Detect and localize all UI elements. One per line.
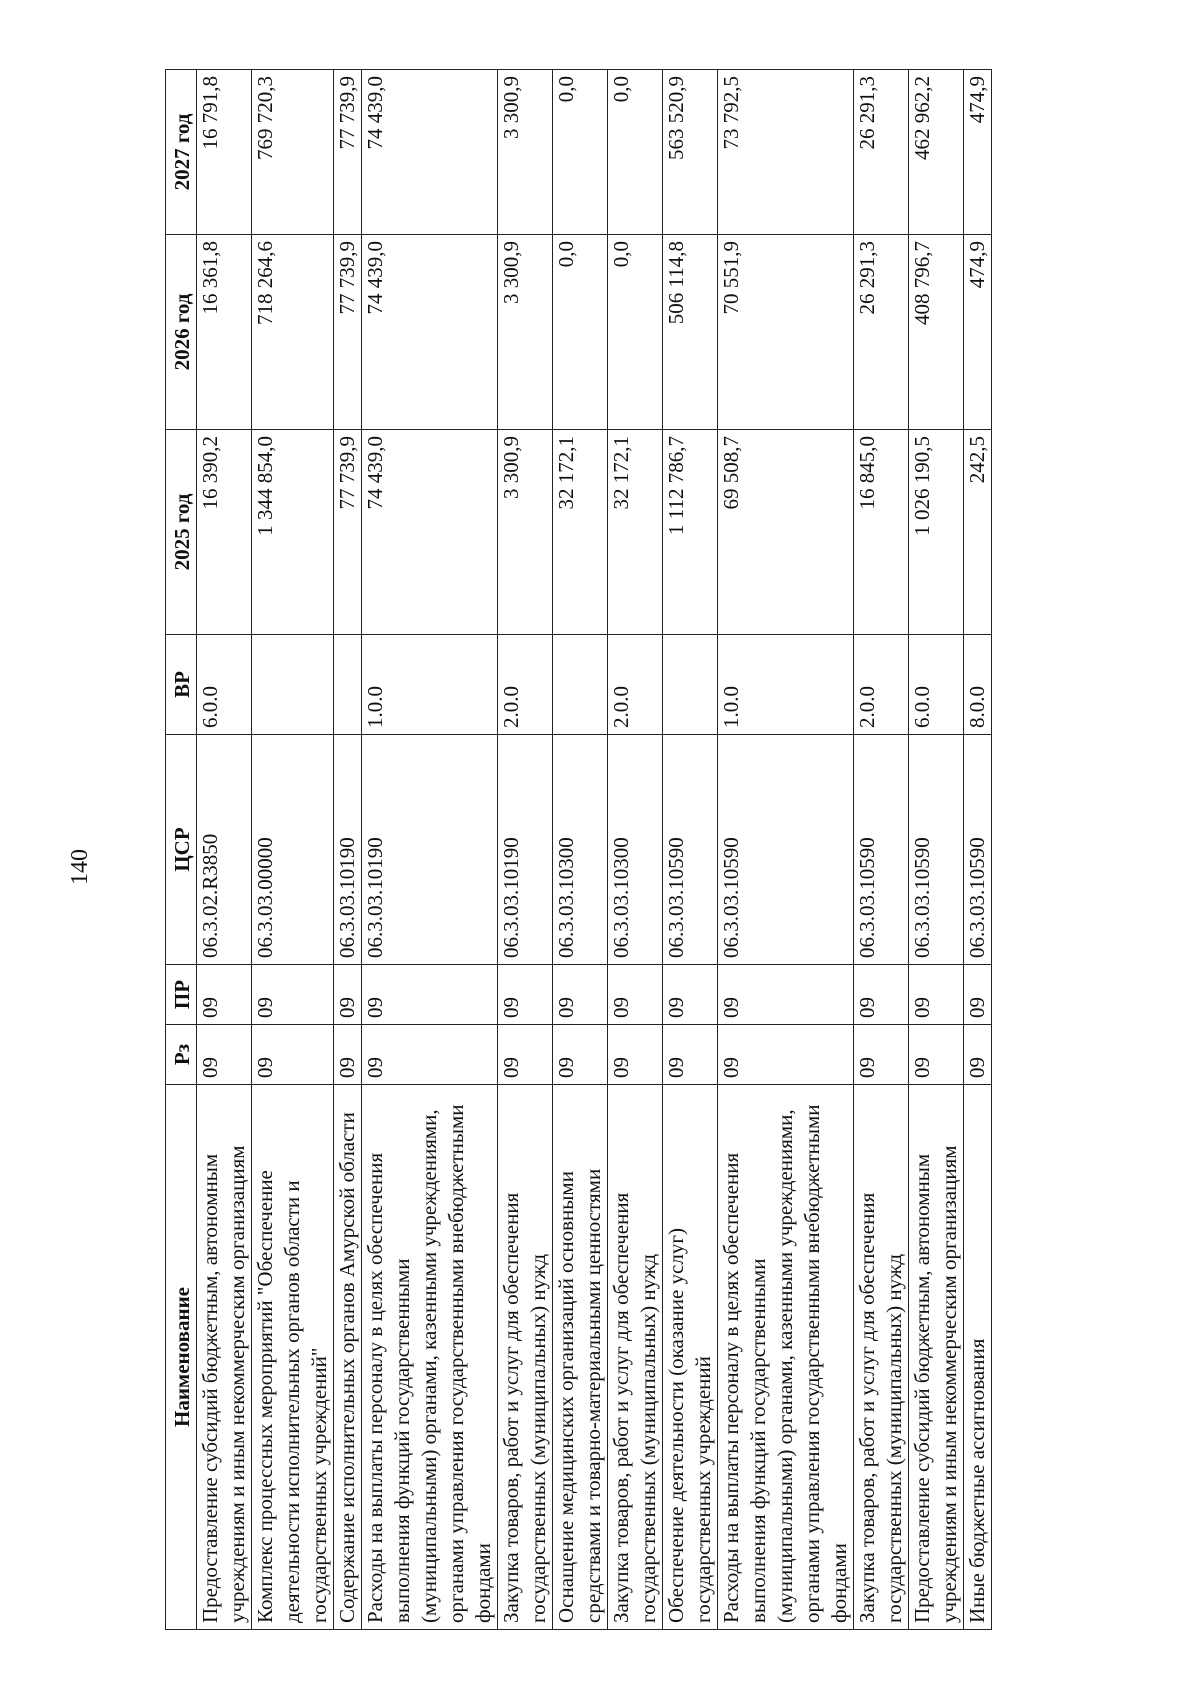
row-2026: 74 439,0 — [362, 235, 498, 430]
row-2027: 0,0 — [608, 70, 663, 235]
row-name: Содержание исполнительных органов Амурской области — [334, 1085, 362, 1630]
row-vr: 1.0.0 — [718, 635, 854, 735]
row-name: Предоставление субсидий бюджетным, автономным учреждениям и иным некоммерческим организациям — [197, 1085, 252, 1630]
row-2025: 1 112 786,7 — [663, 430, 718, 635]
row-2025: 1 026 190,5 — [909, 430, 964, 635]
header-2025: 2025 год — [166, 430, 197, 635]
table-row — [362, 70, 498, 1630]
row-2026: 408 796,7 — [909, 235, 964, 430]
table-row — [663, 70, 718, 1630]
row-csr: 06.3.03.10590 — [909, 735, 964, 965]
row-2027: 16 791,8 — [197, 70, 252, 235]
row-rz: 09 — [964, 1025, 992, 1085]
header-rz: Рз — [166, 1025, 197, 1085]
row-vr — [252, 635, 334, 735]
row-name: Закупка товаров, работ и услуг для обеспечения государственных (муниципальных) нужд — [608, 1085, 663, 1630]
row-2026: 16 361,8 — [197, 235, 252, 430]
header-name: Наименование — [166, 1085, 197, 1630]
row-2025: 16 390,2 — [197, 430, 252, 635]
row-2026: 70 551,9 — [718, 235, 854, 430]
row-2027: 74 439,0 — [362, 70, 498, 235]
row-vr: 6.0.0 — [909, 635, 964, 735]
row-2027: 3 300,9 — [498, 70, 553, 235]
budget-table — [165, 69, 992, 1630]
table-header-row — [166, 70, 197, 1630]
row-pr: 09 — [608, 965, 663, 1025]
row-name: Закупка товаров, работ и услуг для обеспечения государственных (муниципальных) нужд — [498, 1085, 553, 1630]
row-pr: 09 — [854, 965, 909, 1025]
row-pr: 09 — [663, 965, 718, 1025]
row-vr: 2.0.0 — [498, 635, 553, 735]
row-2025: 3 300,9 — [498, 430, 553, 635]
row-rz: 09 — [854, 1025, 909, 1085]
row-2026: 718 264,6 — [252, 235, 334, 430]
row-2026: 3 300,9 — [498, 235, 553, 430]
row-csr: 06.3.03.00000 — [252, 735, 334, 965]
row-vr: 8.0.0 — [964, 635, 992, 735]
row-2027: 0,0 — [553, 70, 608, 235]
row-rz: 09 — [197, 1025, 252, 1085]
row-2026: 77 739,9 — [334, 235, 362, 430]
row-2025: 32 172,1 — [608, 430, 663, 635]
row-csr: 06.3.02.R3850 — [197, 735, 252, 965]
row-name: Иные бюджетные ассигнования — [964, 1085, 992, 1630]
row-2026: 26 291,3 — [854, 235, 909, 430]
row-rz: 09 — [608, 1025, 663, 1085]
row-2025: 32 172,1 — [553, 430, 608, 635]
row-vr — [334, 635, 362, 735]
row-2025: 77 739,9 — [334, 430, 362, 635]
table-row — [252, 70, 334, 1630]
row-2025: 74 439,0 — [362, 430, 498, 635]
row-pr: 09 — [964, 965, 992, 1025]
row-csr: 06.3.03.10590 — [663, 735, 718, 965]
row-rz: 09 — [362, 1025, 498, 1085]
row-vr: 1.0.0 — [362, 635, 498, 735]
row-2025: 1 344 854,0 — [252, 430, 334, 635]
row-rz: 09 — [663, 1025, 718, 1085]
row-pr: 09 — [498, 965, 553, 1025]
row-2027: 73 792,5 — [718, 70, 854, 235]
table-row — [608, 70, 663, 1630]
row-2027: 77 739,9 — [334, 70, 362, 235]
row-2026: 0,0 — [608, 235, 663, 430]
page-number: 140 — [67, 849, 93, 885]
row-rz: 09 — [252, 1025, 334, 1085]
header-csr: ЦСР — [166, 735, 197, 965]
row-csr: 06.3.03.10300 — [553, 735, 608, 965]
row-rz: 09 — [909, 1025, 964, 1085]
table-row — [498, 70, 553, 1630]
row-2025: 242,5 — [964, 430, 992, 635]
table-row — [854, 70, 909, 1630]
row-2026: 474,9 — [964, 235, 992, 430]
row-2025: 69 508,7 — [718, 430, 854, 635]
row-csr: 06.3.03.10590 — [718, 735, 854, 965]
row-csr: 06.3.03.10190 — [362, 735, 498, 965]
row-csr: 06.3.03.10590 — [854, 735, 909, 965]
row-csr: 06.3.03.10190 — [498, 735, 553, 965]
header-2026: 2026 год — [166, 235, 197, 430]
row-name: Комплекс процессных мероприятий "Обеспечение деятельности исполнительных органов области и государственных учреждений" — [252, 1085, 334, 1630]
table-row — [197, 70, 252, 1630]
row-2027: 769 720,3 — [252, 70, 334, 235]
table-row — [334, 70, 362, 1630]
row-pr: 09 — [553, 965, 608, 1025]
row-pr: 09 — [197, 965, 252, 1025]
row-2027: 462 962,2 — [909, 70, 964, 235]
row-pr: 09 — [334, 965, 362, 1025]
row-2027: 563 520,9 — [663, 70, 718, 235]
row-pr: 09 — [718, 965, 854, 1025]
row-vr: 2.0.0 — [854, 635, 909, 735]
header-pr: ПР — [166, 965, 197, 1025]
row-csr: 06.3.03.10590 — [964, 735, 992, 965]
row-csr: 06.3.03.10300 — [608, 735, 663, 965]
row-name: Закупка товаров, работ и услуг для обеспечения государственных (муниципальных) нужд — [854, 1085, 909, 1630]
row-vr: 2.0.0 — [608, 635, 663, 735]
row-rz: 09 — [553, 1025, 608, 1085]
row-vr: 6.0.0 — [197, 635, 252, 735]
row-csr: 06.3.03.10190 — [334, 735, 362, 965]
row-name: Предоставление субсидий бюджетным, автономным учреждениям и иным некоммерческим организациям — [909, 1085, 964, 1630]
rotated-table-area — [165, 70, 1165, 1630]
row-name: Расходы на выплаты персоналу в целях обеспечения выполнения функций государственными (муниципальными) органами, казенными учреждениями, органами управления государственными внебюджетными фондами — [718, 1085, 854, 1630]
table-row — [964, 70, 992, 1630]
rotated-table-frame — [165, 70, 1165, 1630]
row-vr — [553, 635, 608, 735]
row-rz: 09 — [334, 1025, 362, 1085]
row-pr: 09 — [252, 965, 334, 1025]
row-name: Обеспечение деятельности (оказание услуг) государственных учреждений — [663, 1085, 718, 1630]
row-vr — [663, 635, 718, 735]
row-2027: 474,9 — [964, 70, 992, 235]
row-pr: 09 — [909, 965, 964, 1025]
row-pr: 09 — [362, 965, 498, 1025]
row-2025: 16 845,0 — [854, 430, 909, 635]
header-vr: ВР — [166, 635, 197, 735]
row-2026: 506 114,8 — [663, 235, 718, 430]
header-2027: 2027 год — [166, 70, 197, 235]
row-2027: 26 291,3 — [854, 70, 909, 235]
row-rz: 09 — [718, 1025, 854, 1085]
row-name: Оснащение медицинских организаций основными средствами и товарно-материальными ценностями — [553, 1085, 608, 1630]
table-row — [553, 70, 608, 1630]
table-row — [718, 70, 854, 1630]
row-name: Расходы на выплаты персоналу в целях обеспечения выполнения функций государственными (муниципальными) органами, казенными учреждениями, органами управления государственными внебюджетными фондами — [362, 1085, 498, 1630]
row-2026: 0,0 — [553, 235, 608, 430]
table-row — [909, 70, 964, 1630]
row-rz: 09 — [498, 1025, 553, 1085]
